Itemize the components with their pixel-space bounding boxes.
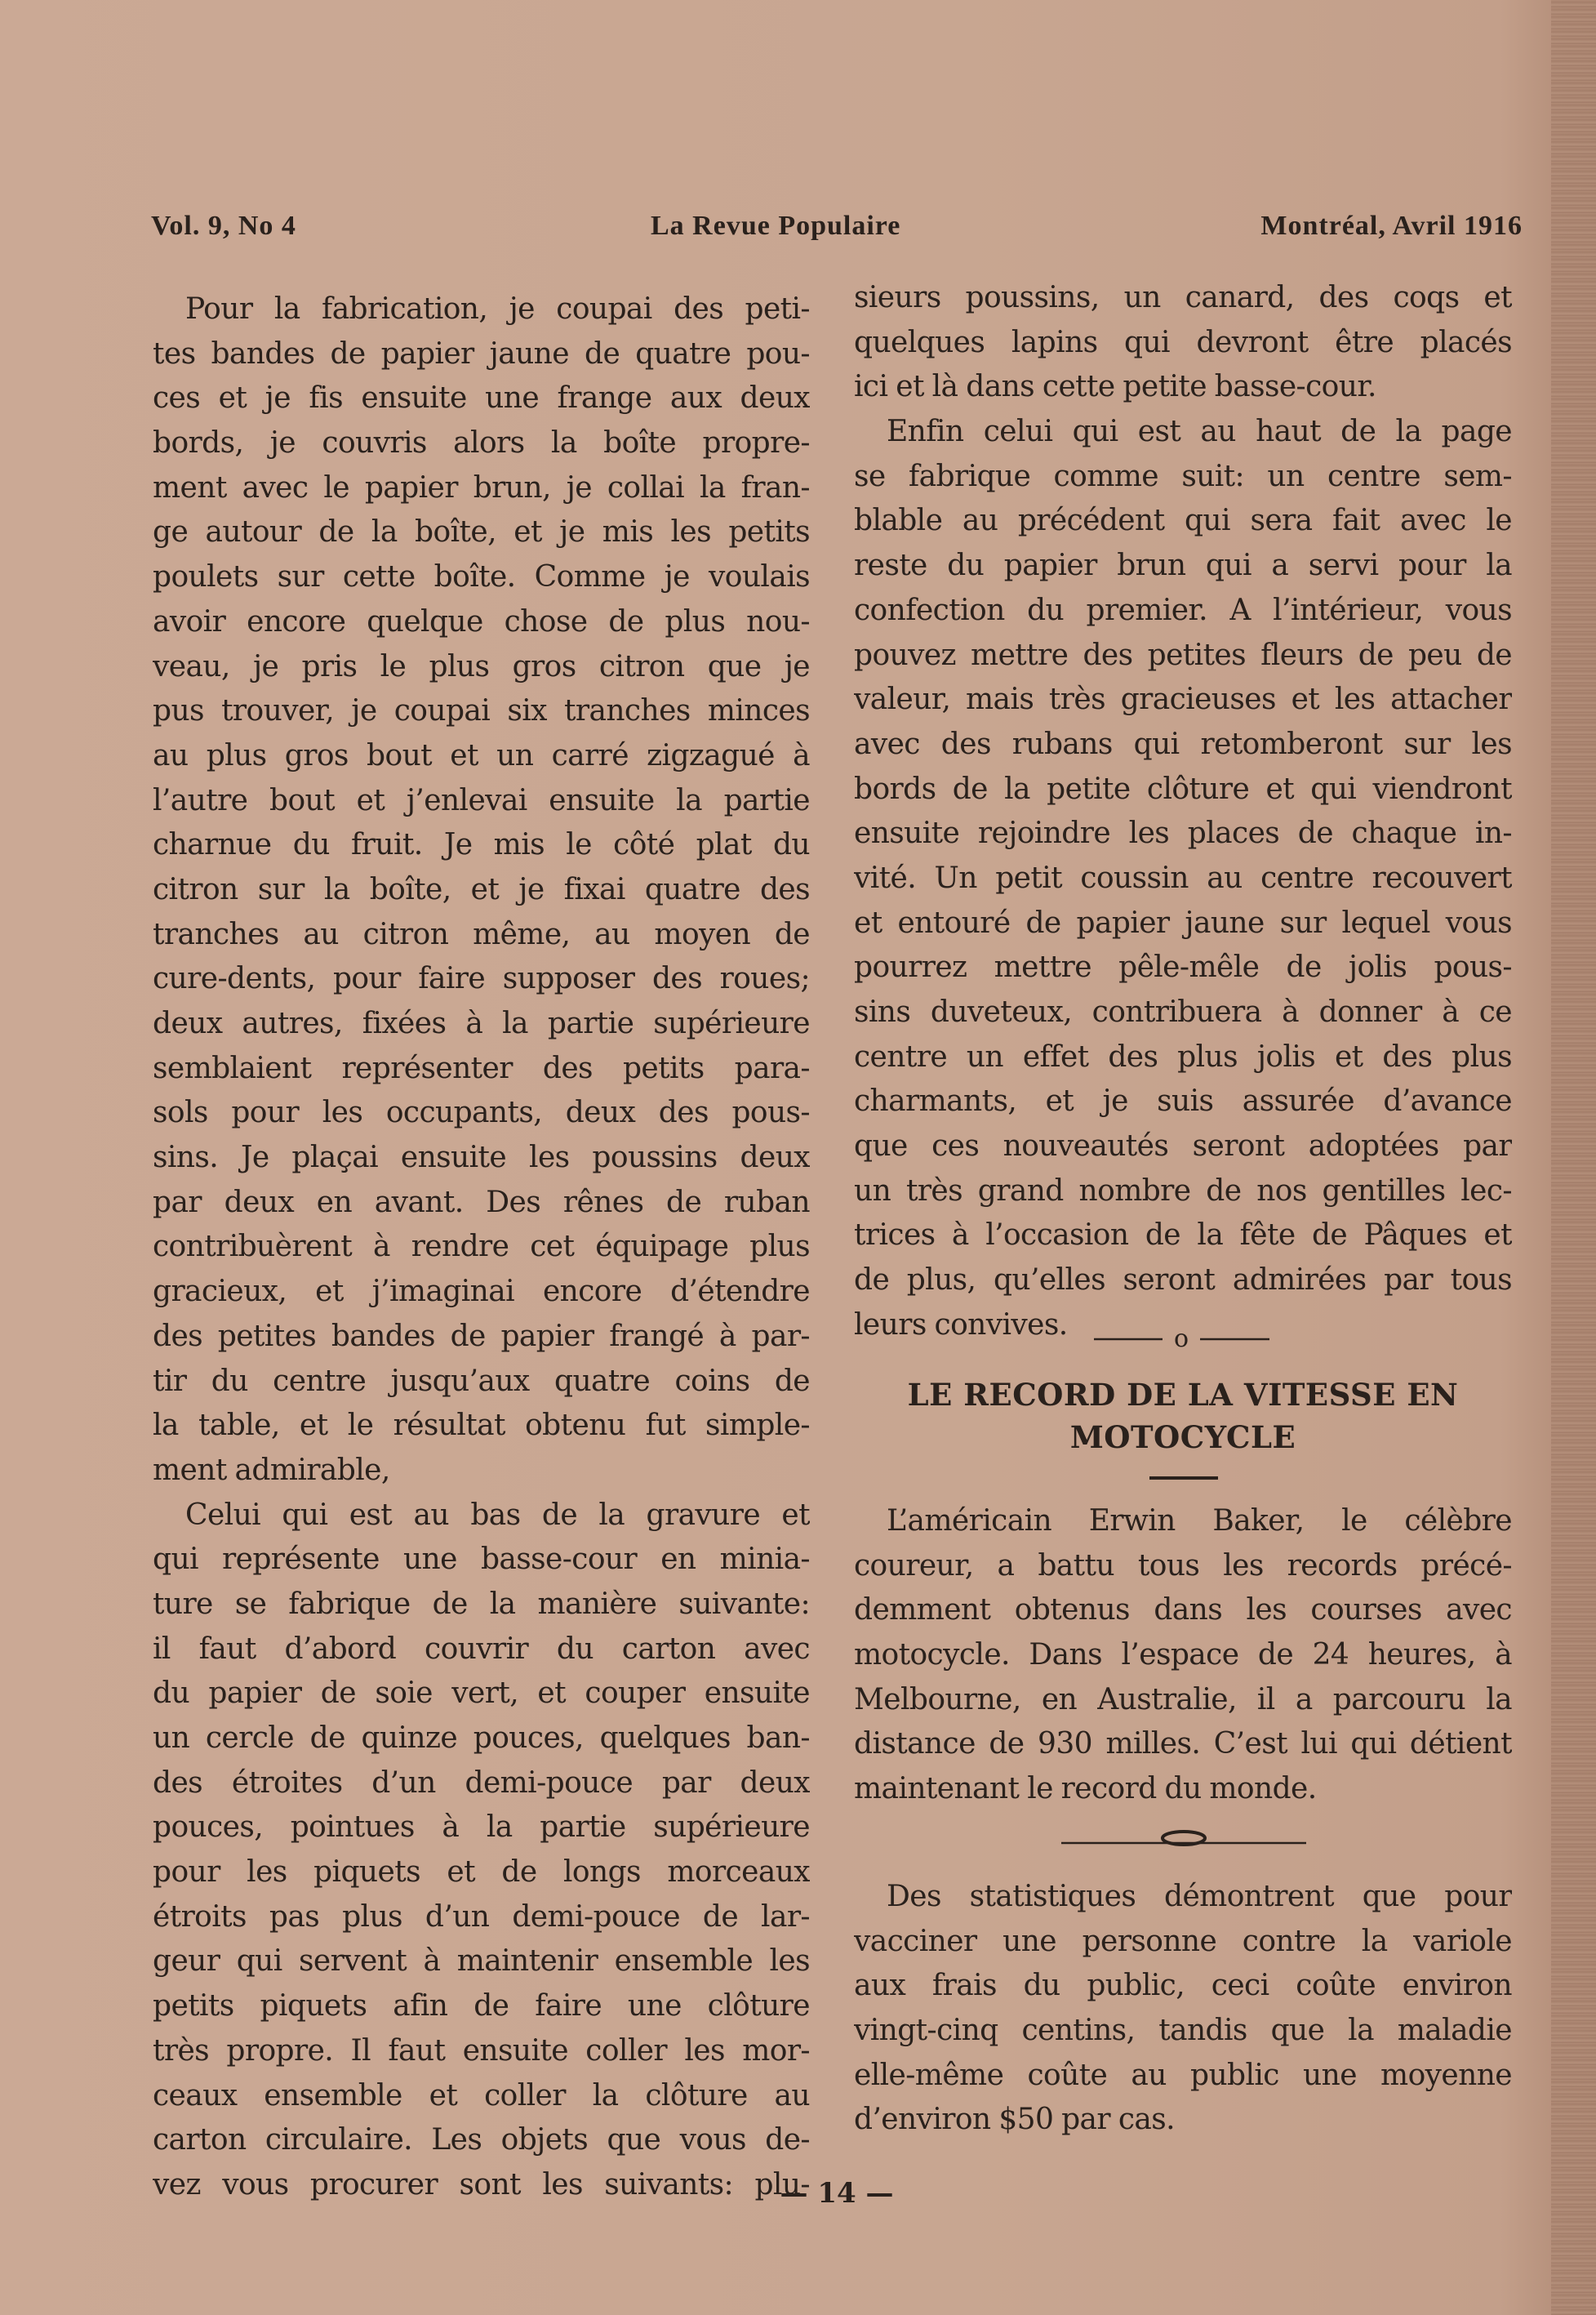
text-line: veau, je pris le plus gros citron que je (153, 649, 810, 683)
section-separator (1094, 1327, 1269, 1351)
text-line: vez vous procurer sont les suivants: plu- (153, 2167, 810, 2201)
text-line: geur qui servent à maintenir ensemble les (153, 1944, 810, 1979)
text-line: très propre. Il faut ensuite coller les mor- (153, 2033, 810, 2068)
title-rule (1149, 1472, 1218, 1484)
text-line: tir du centre jusqu’aux quatre coins de (153, 1364, 810, 1398)
text-line: aux frais du public, ceci coûte environ (854, 1969, 1512, 2003)
text-line: deux autres, fixées à la partie supérieure (153, 1007, 810, 1040)
text-line: l’autre bout et j’enlevai ensuite la partie (153, 783, 810, 817)
text-line: et entouré de papier jaune sur lequel vous (854, 906, 1512, 940)
running-header (151, 211, 1523, 252)
text-line: demment obtenus dans les courses avec (854, 1593, 1512, 1627)
text-line: ment admirable, (153, 1453, 390, 1487)
text-line: ge autour de la boîte, et je mis les petits (153, 515, 810, 550)
text-line: Celui qui est au bas de la gravure et (185, 1498, 810, 1532)
text-line: pour les piquets et de longs morceaux (153, 1855, 810, 1890)
text-line: avec des rubans qui retomberont sur les (854, 727, 1512, 761)
text-line: maintenant le record du monde. (854, 1772, 1317, 1806)
text-line: sieurs poussins, un canard, des coqs et (854, 281, 1512, 314)
text-line: coureur, a battu tous les records précé- (854, 1548, 1512, 1583)
text-line: ment avec le papier brun, je collai la fran- (153, 470, 810, 505)
text-line: semblaient représenter des petits para- (153, 1051, 810, 1085)
text-line: pourrez mettre pêle-mêle de jolis pous- (854, 950, 1512, 985)
right-column-top (854, 276, 1512, 1348)
text-line: bords, je couvris alors la boîte propre- (153, 426, 810, 461)
text-line: pus trouver, je coupai six tranches minces (153, 694, 810, 728)
text-line: Des statistiques démontrent que pour (887, 1880, 1512, 1913)
left-column (153, 287, 810, 2208)
text-line: vacciner une personne contre la variole (854, 1924, 1512, 1958)
text-line: tes bandes de papier jaune de quatre pou- (153, 336, 810, 371)
text-line: ture se fabrique de la manière suivante: (153, 1587, 810, 1621)
text-line: la table, et le résultat obtenu fut simple- (153, 1409, 810, 1443)
text-line: citron sur la boîte, et je fixai quatre des (153, 872, 810, 906)
text-line: avoir encore quelque chose de plus nou- (153, 604, 810, 639)
text-line: confection du premier. A l’intérieur, vous (854, 593, 1512, 627)
text-line: se fabrique comme suit: un centre sem- (854, 459, 1512, 493)
text-line: tranches au citron même, au moyen de (153, 917, 810, 951)
text-line: charnue du fruit. Je mis le côté plat du (153, 828, 810, 862)
text-line: sins. Je plaçai ensuite les poussins deux (153, 1141, 810, 1175)
text-line: il faut d’abord couvrir du carton avec (153, 1632, 810, 1666)
text-line: bords de la petite clôture et qui viendront (854, 772, 1512, 806)
text-line: trices à l’occasion de la fête de Pâques et (854, 1218, 1512, 1253)
text-line: sins duveteux, contribuera à donner à ce (854, 995, 1512, 1029)
separator-mark: o (1173, 1327, 1189, 1351)
text-line: gracieux, et j’imaginai encore d’étendre (153, 1275, 810, 1309)
text-line: valeur, mais très gracieuses et les attacher (854, 683, 1512, 717)
text-line: étroits pas plus d’un demi-pouce de lar- (153, 1899, 810, 1934)
page-edge (1551, 0, 1596, 2315)
text-line: des petites bandes de papier frangé à par- (153, 1319, 810, 1353)
text-line: cure-dents, pour faire supposer des roues; (153, 962, 810, 996)
text-line: pouvez mettre des petites fleurs de peu de (854, 638, 1512, 672)
text-line: charmants, et je suis assurée d’avance (854, 1084, 1512, 1119)
text-line: d’environ $50 par cas. (854, 2103, 1176, 2137)
text-line: distance de 930 milles. C’est lui qui détient (854, 1727, 1512, 1761)
text-line: Pour la fabrication, je coupai des peti- (185, 292, 810, 326)
statistics-paragraph (854, 1875, 1512, 2143)
text-line: reste du papier brun qui a servi pour la (854, 549, 1512, 583)
page-number: — 14 — (780, 2177, 894, 2210)
article-title-line-2: MOTOCYCLE (1069, 1419, 1296, 1455)
text-line: du papier de soie vert, et couper ensuite (153, 1676, 810, 1711)
text-line: ceaux ensemble et coller la clôture au (153, 2078, 810, 2112)
text-line: L’américain Erwin Baker, le célèbre (887, 1504, 1512, 1538)
ornament-separator (1061, 1827, 1306, 1851)
text-line: contribuèrent à rendre cet équipage plus (153, 1230, 810, 1264)
text-line: de plus, qu’elles seront admirées par tous (854, 1263, 1512, 1298)
text-line: pouces, pointues à la partie supérieure (153, 1810, 810, 1845)
text-line: vingt-cinq centins, tandis que la maladie (854, 2014, 1512, 2048)
text-line: ensuite rejoindre les places de chaque in- (854, 817, 1512, 851)
text-line: quelques lapins qui devront être placés (854, 325, 1512, 359)
text-line: elle-même coûte au public une moyenne (854, 2058, 1512, 2092)
text-line: leurs convives. (854, 1307, 1068, 1342)
text-line: sols pour les occupants, deux des pous- (153, 1096, 810, 1130)
text-line: par deux en avant. Des rênes de ruban (153, 1185, 810, 1219)
text-line: que ces nouveautés seront adoptées par (854, 1129, 1512, 1164)
text-line: au plus gros bout et un carré zigzagué à (153, 738, 810, 772)
text-line: un cercle de quinze pouces, quelques ban- (153, 1721, 810, 1755)
text-line: petits piquets afin de faire une clôture (153, 1989, 810, 2023)
text-line: des étroites d’un demi-pouce par deux (153, 1765, 810, 1800)
text-line: poulets sur cette boîte. Comme je voulais (153, 560, 810, 594)
article-motocycle-body (854, 1499, 1512, 1812)
text-line: motocycle. Dans l’espace de 24 heures, à (854, 1638, 1512, 1672)
dateline: Montréal, Avril 1916 (1260, 211, 1523, 241)
text-line: vité. Un petit coussin au centre recouvert (854, 861, 1512, 895)
text-line: centre un effet des plus jolis et des plus (854, 1040, 1512, 1074)
issue-number: Vol. 9, No 4 (151, 211, 296, 241)
text-line: ici et là dans cette petite basse-cour. (854, 370, 1376, 404)
text-line: ces et je fis ensuite une frange aux deux (153, 381, 810, 416)
publication-title: La Revue Populaire (651, 211, 901, 241)
text-line: un très grand nombre de nos gentilles lec- (854, 1173, 1512, 1208)
text-line: Enfin celui qui est au haut de la page (887, 415, 1512, 449)
text-line: blable au précédent qui sera fait avec le (854, 504, 1512, 538)
text-line: Melbourne, en Australie, il a parcouru la (854, 1682, 1512, 1716)
article-title-line-1: LE RECORD DE LA VITESSE EN (907, 1377, 1459, 1413)
text-line: carton circulaire. Les objets que vous de- (153, 2123, 810, 2157)
text-line: qui représente une basse-cour en minia- (153, 1543, 810, 1577)
